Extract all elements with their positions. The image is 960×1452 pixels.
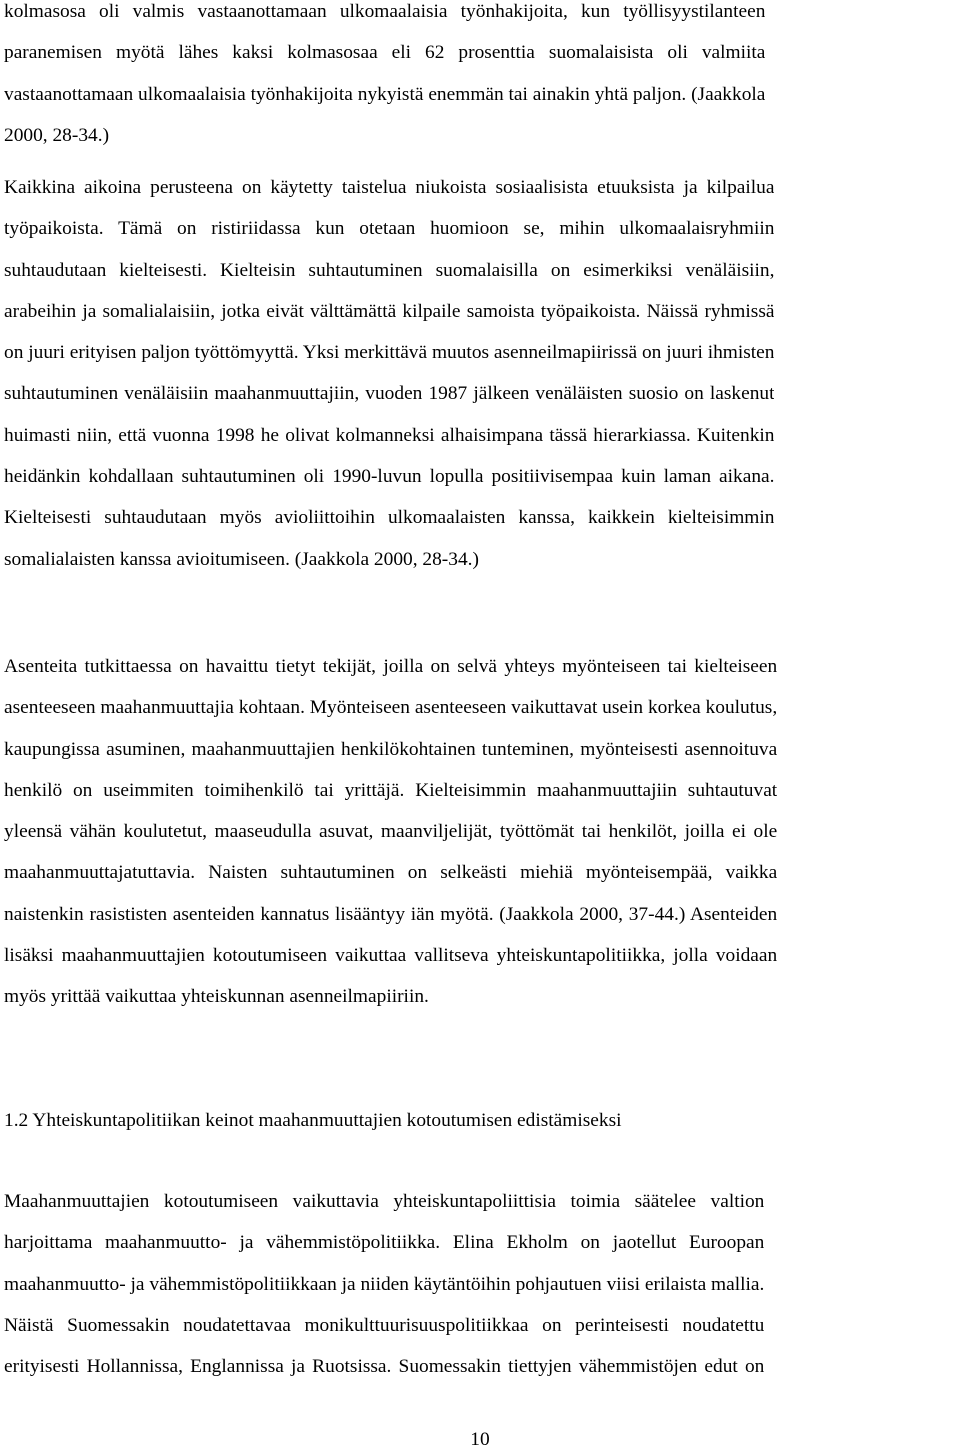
text-line: Kielteisesti suhtaudutaan myös avioliittoihin ulkomaalaisten kanssa, kaikkein kielteisimmin — [4, 507, 775, 529]
text-line: naistenkin rasististen asenteiden kannatus lisääntyy iän myötä. (Jaakkola 2000, 37-44.) Asenteiden — [4, 903, 778, 925]
text-line: maahanmuuttajatuttavia. Naisten suhtautuminen on selkeästi miehiä myönteisempää, vaikka — [4, 862, 778, 884]
text-line: Kaikkina aikoina perusteena on käytetty taistelua niukoista sosiaalisista etuuksista ja kilpailua — [4, 177, 775, 198]
text-line: myös yrittää vaikuttaa yhteiskunnan asenneilmapiiriin. — [4, 986, 429, 1008]
paragraph-3 — [4, 646, 777, 1018]
text-line: kaupungissa asuminen, maahanmuuttajien henkilökohtainen tunteminen, myönteisesti asennoituva — [4, 738, 778, 760]
text-line: vastaanottamaan ulkomaalaisia työnhakijoita nykyistä enemmän tai ainakin yhtä paljon. (Jaakkola — [4, 83, 766, 105]
text-line: erityisesti Hollannissa, Englannissa ja Ruotsissa. Suomessakin tiettyjen vähemmistöjen edut on — [4, 1356, 765, 1378]
text-line: lisäksi maahanmuuttajien kotoutumiseen vaikuttaa vallitseva yhteiskuntapolitiikka, jolla voidaan — [4, 945, 778, 967]
text-line: suhtautuminen venäläisiin maahanmuuttajiin, vuoden 1987 jälkeen venäläisten suosio on laskenut — [4, 383, 775, 405]
text-line: paranemisen myötä lähes kaksi kolmasosaa eli 62 prosenttia suomalaisista oli valmiita — [4, 42, 766, 64]
text-line: heidänkin kohdallaan suhtautuminen oli 1990-luvun lopulla positiivisempaa kuin laman aikana. — [4, 466, 775, 488]
text-line: maahanmuutto- ja vähemmistöpolitiikkaan ja niiden käytäntöihin pohjautuen viisi erilaista mallia. — [4, 1273, 765, 1295]
text-line: huimasti niin, että vuonna 1998 he olivat kolmanneksi alhaisimpana tässä hierarkiassa. Kuitenkin — [4, 424, 775, 446]
text-line: harjoittama maahanmuutto- ja vähemmistöpolitiikka. Elina Ekholm on jaotellut Euroopan — [4, 1232, 765, 1254]
text-line: Maahanmuuttajien kotoutumiseen vaikuttavia yhteiskuntapoliittisia toimia säätelee valtion — [4, 1191, 765, 1212]
text-line: Näistä Suomessakin noudatettavaa monikulttuurisuuspolitiikkaa on perinteisesti noudatettu — [4, 1314, 765, 1336]
text-line: 2000, 28-34.) — [4, 124, 110, 146]
text-line: suhtaudutaan kielteisesti. Kielteisin suhtautuminen suomalaisilla on esimerkiksi venäläisiin, — [4, 259, 775, 281]
text-line: Asenteita tutkittaessa on havaittu tietyt tekijät, joilla on selvä yhteys myönteiseen tai kielteiseen — [4, 656, 778, 677]
text-line: henkilö on useimmiten toimihenkilö tai yrittäjä. Kielteisimmin maahanmuuttajiin suhtautuvat — [4, 779, 778, 801]
paragraph-1 — [4, 0, 765, 156]
paragraph-4 — [4, 1181, 764, 1387]
text-line: somalialaisten kanssa avioitumiseen. (Jaakkola 2000, 28-34.) — [4, 548, 479, 570]
text-line: yleensä vähän koulutetut, maaseudulla asuvat, maanviljelijät, työttömät tai henkilöt, joilla ei ole — [4, 821, 778, 843]
text-line: työpaikoista. Tämä on ristiriidassa kun otetaan huomioon se, mihin ulkomaalaisryhmiin — [4, 218, 775, 240]
text-line: asenteeseen maahanmuuttajia kohtaan. Myönteiseen asenteeseen vaikuttavat usein korkea koulutus, — [4, 697, 778, 719]
page-number: 10 — [470, 1429, 490, 1450]
text-line: on juuri erityisen paljon työttömyyttä. Yksi merkittävä muutos asenneilmapiirissä on juuri ihmisten — [4, 342, 775, 364]
text-line: kolmasosa oli valmis vastaanottamaan ulkomaalaisia työnhakijoita, kun työllisyystilanteen — [4, 1, 766, 22]
section-heading: 1.2 Yhteiskuntapolitiikan keinot maahanmuuttajien kotoutumisen edistämiseksi — [4, 1110, 622, 1131]
paragraph-2 — [4, 167, 774, 580]
text-line: arabeihin ja somalialaisiin, jotka eivät välttämättä kilpaile samoista työpaikoista. Näissä ryhmissä — [4, 300, 775, 322]
